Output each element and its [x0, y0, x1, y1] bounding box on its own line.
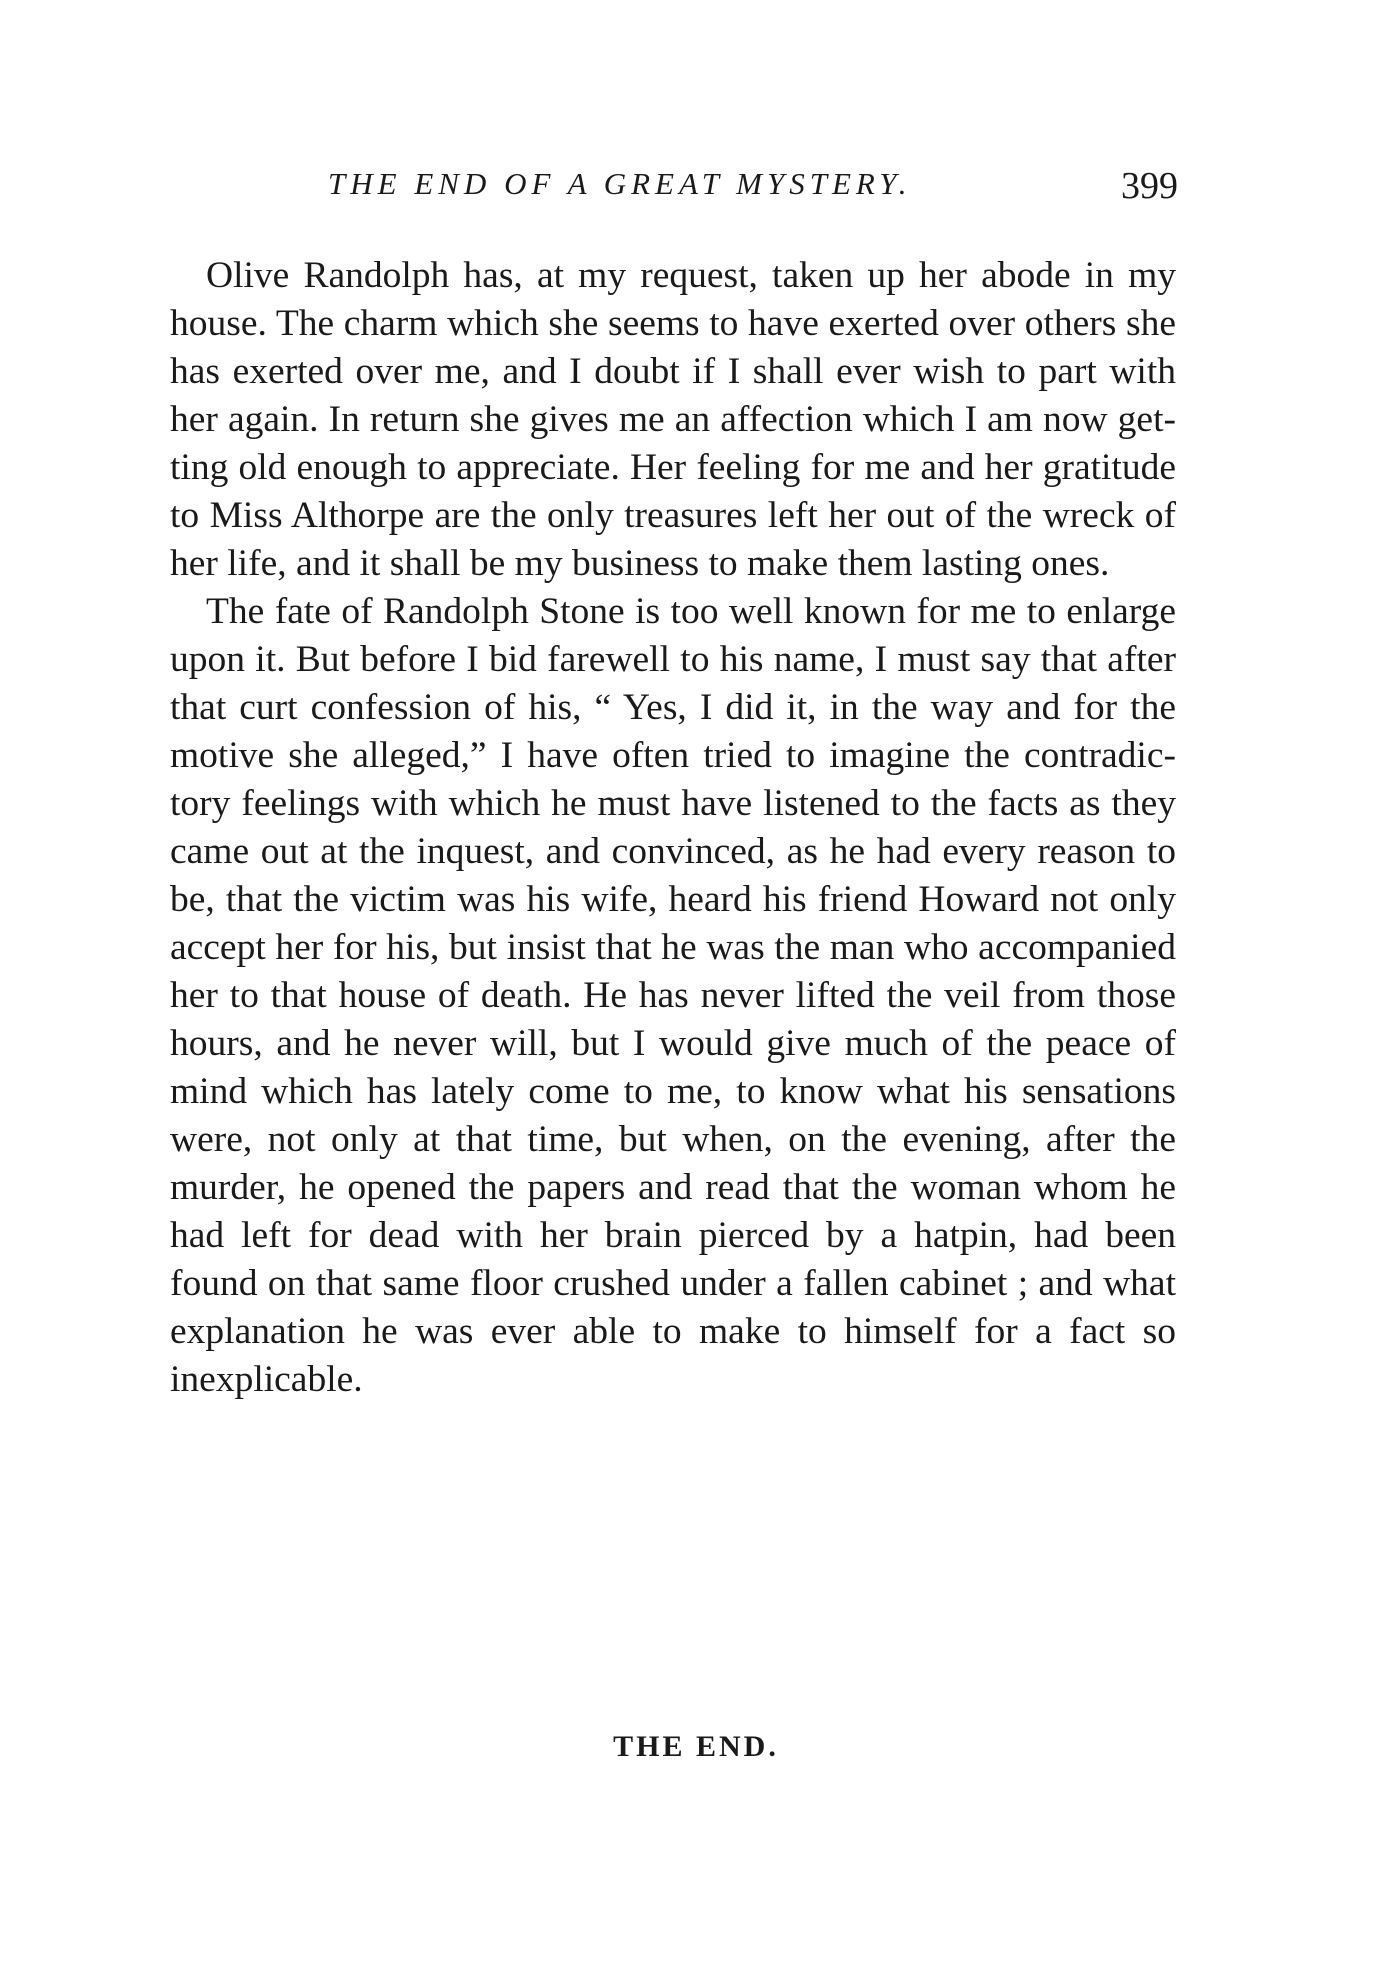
paragraph-randolph-stone: The fate of Randolph Stone is too well known for me to enlarge upon it. But before I bid farewell to his name, I must say that after that curt confession of his, “ Yes, I did it, in the way and for the motive she alleged,” I have often tried to imagine the contradictory feelings with which he must have listened to the facts as they came out at the inquest, and convinced, as he had every reason to be, that the victim was his wife, heard his friend Howard not only accept her for his, but insist that he was the man who accompanied her to that house of death. He has never lifted the veil from those hours, and he never will, but I would give much of the peace of mind which has lately come to me, to know what his sensations were, not only at that time, but when, on the evening, after the murder, he opened the papers and read that the woman whom he had left for dead with her brain pierced by a hatpin, had been found on that same floor crushed under a fallen cabinet ; and what explanation he was ever able to make to himself for a fact so inexplicable. [170, 591, 1176, 1400]
running-head [168, 160, 1178, 220]
page-number: 399 [1121, 165, 1178, 207]
body-text [170, 252, 1176, 1404]
running-title: THE END OF A GREAT MYSTERY. [328, 166, 912, 201]
end-mark: THE END. [613, 1730, 779, 1763]
paragraph-olive-randolph: Olive Randolph has, at my request, taken up her abode in my house. The charm which she seems to have exerted over others she has exerted over me, and I doubt if I shall ever wish to part with her again. In return she gives me an affection which I am now getting old enough to appreciate. Her feeling for me and her gratitude to Miss Althorpe are the only treasures left her out of the wreck of her life, and it shall be my business to make them lasting ones. [170, 255, 1176, 584]
